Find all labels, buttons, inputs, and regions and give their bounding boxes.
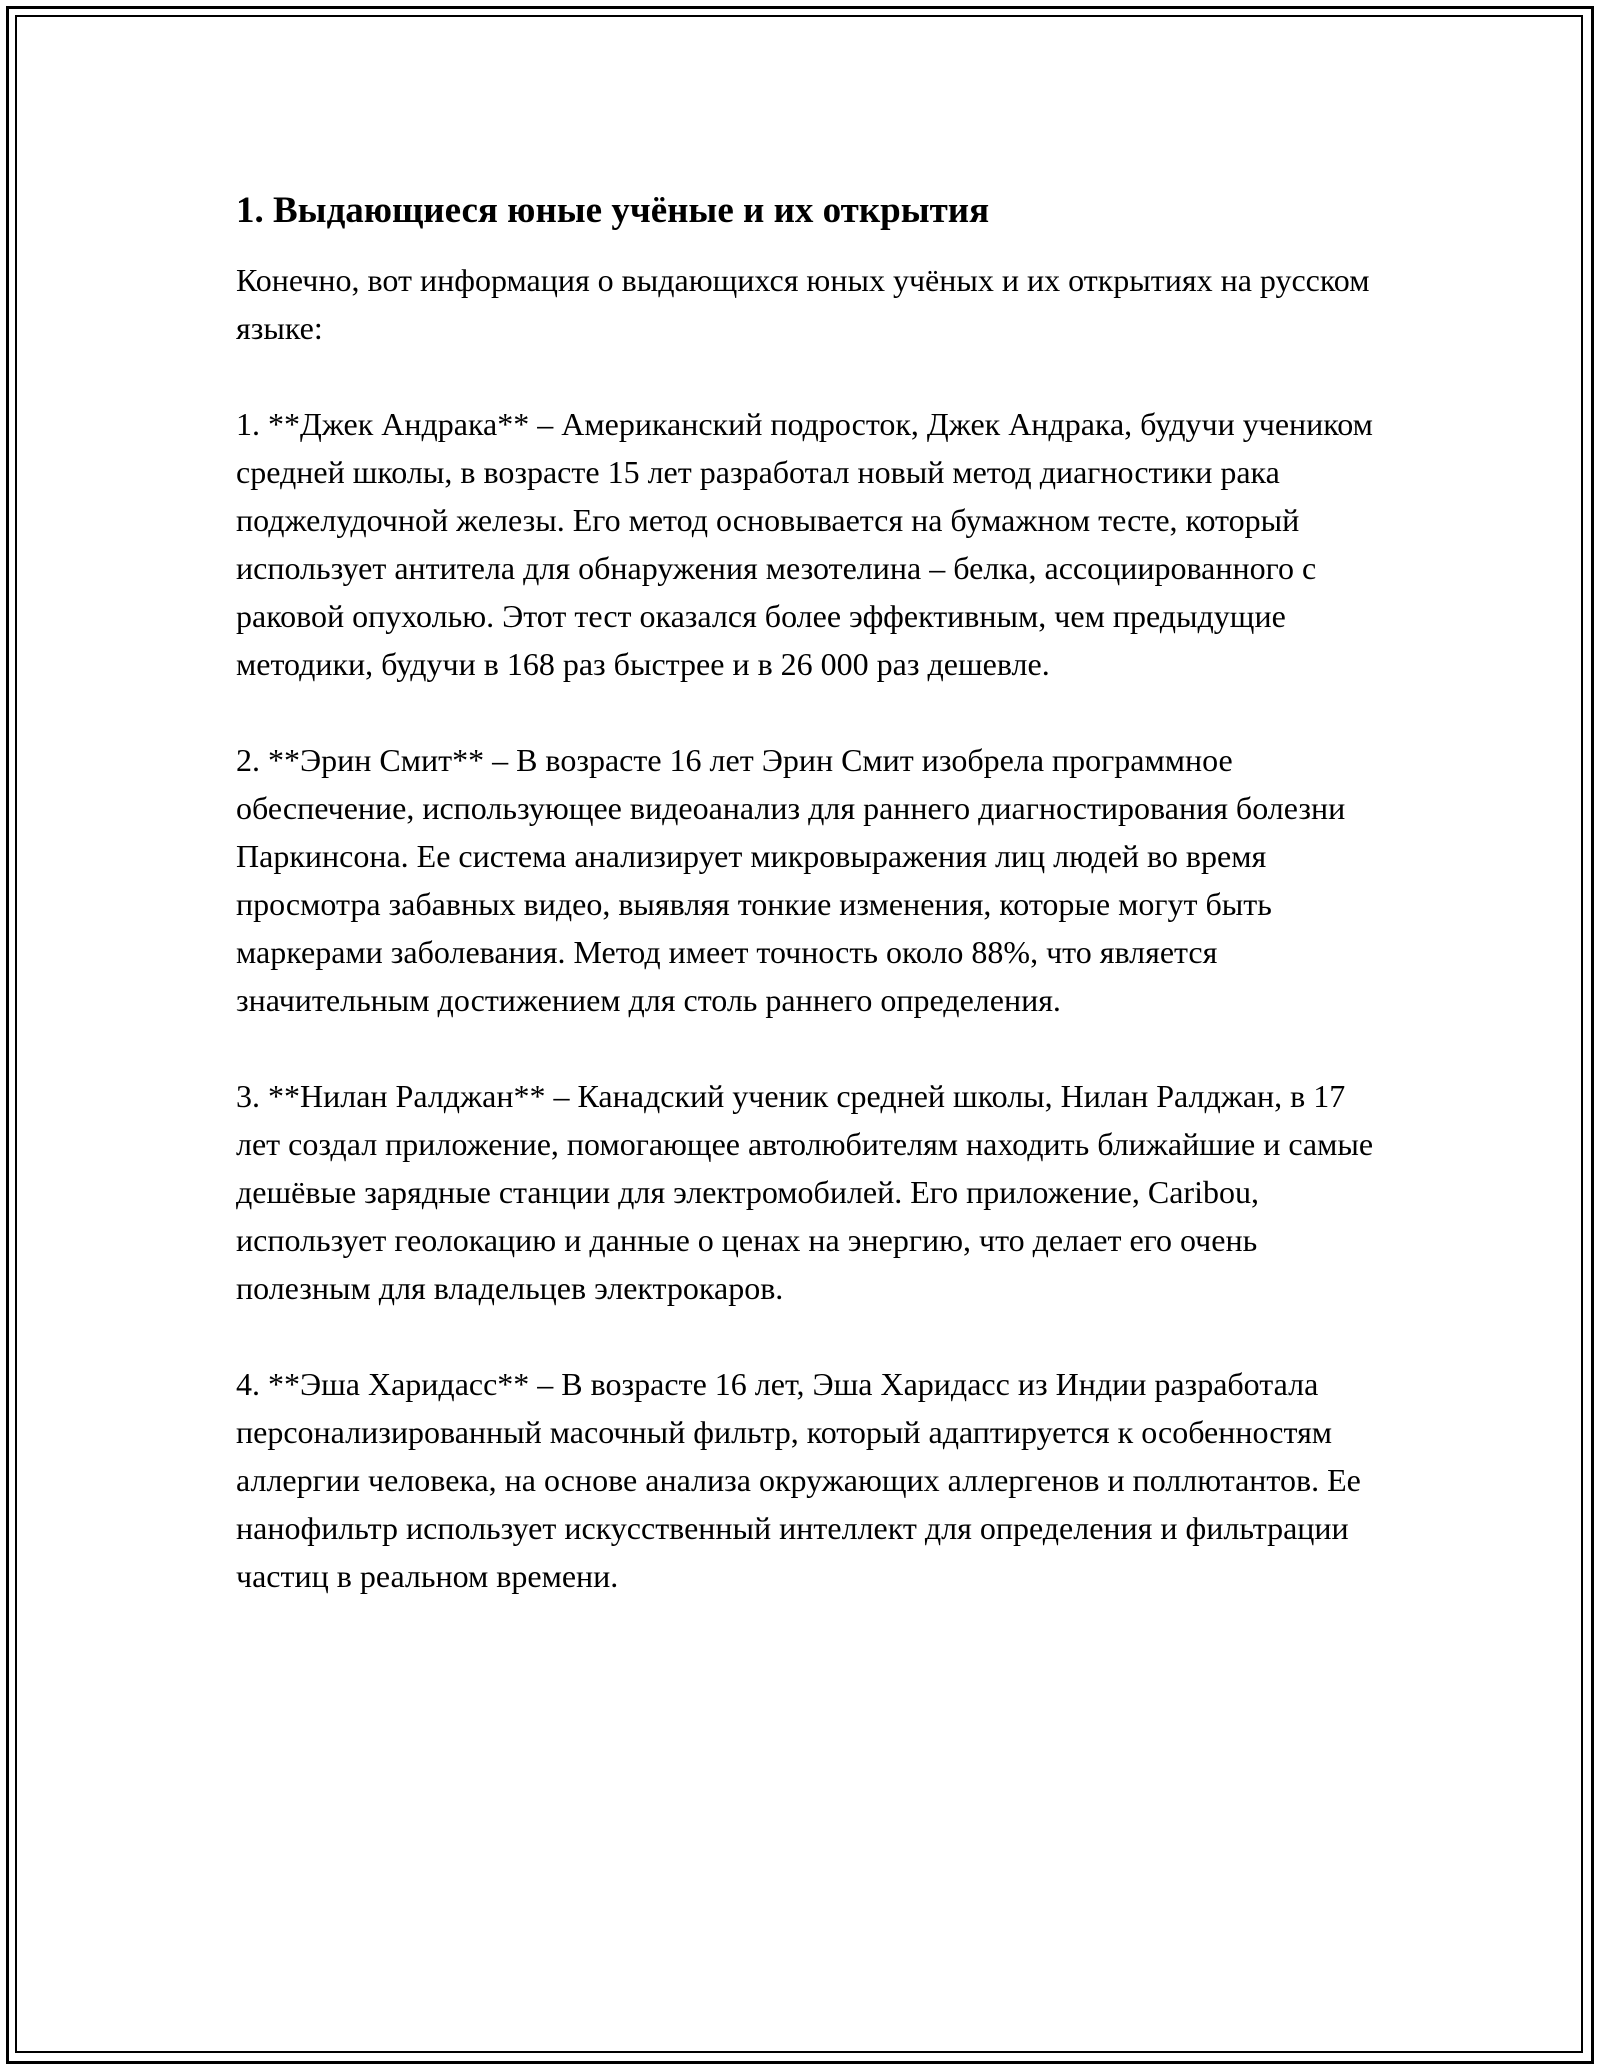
document-page [236, 186, 1396, 1600]
scientist-entry-3: 3. **Нилан Ралджан** – Канадский ученик средней школы, Нилан Ралджан, в 17 лет создал приложение, помогающее автолюбителям находить ближайшие и самые дешёвые зарядные станции для электромобилей. Его приложение, Caribou, использует геолокацию и данные о ценах на энергию, что делает его очень полезным для владельцев электрокаров. [236, 1078, 1374, 1306]
intro-paragraph: Конечно, вот информация о выдающихся юных учёных и их открытиях на русском языке: [236, 262, 1370, 346]
scientist-entry-4: 4. **Эша Харидасс** – В возрасте 16 лет, Эша Харидасс из Индии разработала персонализированный масочный фильтр, который адаптируется к особенностям аллергии человека, на основе анализа окружающих аллергенов и поллютантов. Ее нанофильтр использует искусственный интеллект для определения и фильтрации частиц в реальном времени. [236, 1366, 1361, 1594]
document-heading: 1. Выдающиеся юные учёные и их открытия [236, 190, 990, 231]
scientist-entry-2: 2. **Эрин Смит** – В возрасте 16 лет Эрин Смит изобрела программное обеспечение, использующее видеоанализ для раннего диагностирования болезни Паркинсона. Ее система анализирует микровыражения лиц людей во время просмотра забавных видео, выявляя тонкие изменения, которые могут быть маркерами заболевания. Метод имеет точность около 88%, что является значительным достижением для столь раннего определения. [236, 742, 1346, 1018]
scientist-entry-1: 1. **Джек Андрака** – Американский подросток, Джек Андрака, будучи учеником средней школы, в возрасте 15 лет разработал новый метод диагностики рака поджелудочной железы. Его метод основывается на бумажном тесте, который использует антитела для обнаружения мезотелина – белка, ассоциированного с раковой опухолью. Этот тест оказался более эффективным, чем предыдущие методики, будучи в 168 раз быстрее и в 26 000 раз дешевле. [236, 406, 1373, 682]
